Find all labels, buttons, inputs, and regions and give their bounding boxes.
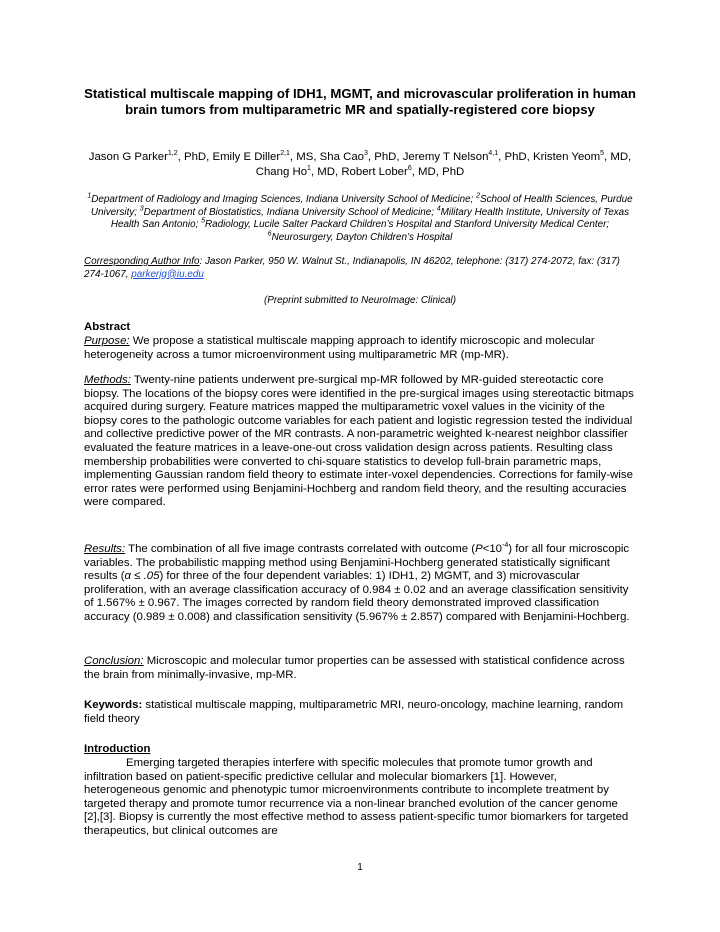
affiliations: $^1$Department of Radiology and Imaging Sciences, Indiana University School of Medicine; $^2$School of Health Sciences, Purdue University; $^3$Department of Biostatistics, Indiana University School of Medicine; $^4$Military Health Institute, University of Texas Health San Antonio; $^5$Radiology, Lucile Salter Packard Children’s Hospital and Stanford University Medical Center; $^6$Neurosurgery, Dayton Children’s Hospital <box>87 192 633 243</box>
paper-title: Statistical multiscale mapping of IDH1, MGMT, and microvascular proliferation in human brain tumors from multiparametric MR and spatially-registered core biopsy <box>84 86 636 117</box>
introduction-paragraph: Emerging targeted therapies interfere with specific molecules that promote tumor growth and infiltration based on patient-specific predictive cellular and molecular biomarkers [1]. However, heterogeneous genomic and phenotypic tumor microenvironments contribute to incomplete treatment by targeted therapy and promote tumor recurrence via a non-linear branched evolution of the cancer genome [2],[3]. Biopsy is currently the most effective method to assess patient-specific tumor biomarkers for targeted therapeutics, but clinical outcomes are <box>84 757 629 837</box>
abstract-purpose: Purpose: We propose a statistical multiscale mapping approach to identify microscopic and molecular heterogeneity across a tumor microenvironment using multiparametric MR (mp-MR). <box>84 335 595 361</box>
abstract-conclusion: Conclusion: Microscopic and molecular tumor properties can be assessed with statistical confidence across the brain from minimally-invasive, mp-MR. <box>84 655 625 681</box>
methods-label: Methods: <box>84 374 131 386</box>
author: Robert Lober$^6$, MD, PhD <box>341 165 465 178</box>
affiliation: Radiology, Lucile Salter Packard Children’s Hospital and Stanford University Medical Center; <box>204 219 610 231</box>
affiliation: Department of Biostatistics, Indiana University School of Medicine; <box>143 206 437 218</box>
affiliation: Department of Radiology and Imaging Sciences, Indiana University School of Medicine; <box>91 194 477 205</box>
introduction-heading: Introduction <box>84 743 151 755</box>
affiliation: Neurosurgery, Dayton Children’s Hospital <box>271 231 453 243</box>
conclusion-label: Conclusion: <box>84 655 144 667</box>
abstract-results: Results: The combination of all five image contrasts correlated with outcome $(P<10^{-4})$ for all four microscopic variables. The probabilistic mapping method using Benjamini-Hochberg generated statistically significant results (α ≤ .05) for three of the four dependent variables: 1) IDH1, 2) MGMT, and 3) microvascular proliferation, with an average classification accuracy of 0.984 ± 0.02 and an average classification sensitivity of 1.567% ± 0.967. The images corrected by random field theory demonstrated improved classification accuracy (0.989 ± 0.008) and classification sensitivity (5.967% ± 2.857) compared with Benjamini-Hochberg. <box>84 542 630 623</box>
author: Emily E Diller$^{2,1}$, MS, <box>212 150 320 163</box>
author: Jeremy T Nelson$^{4,1}$, PhD, <box>402 150 533 163</box>
corresponding-label: Corresponding Author Info <box>84 256 200 267</box>
affiliation: School of Health Sciences, Purdue University; <box>90 194 633 218</box>
keywords-label: Keywords: <box>84 699 143 711</box>
author: Chang Ho$^1$, MD, <box>255 165 342 178</box>
author: Jason G Parker$^{1,2}$, PhD, <box>88 150 213 163</box>
author: Sha Cao$^3$, PhD, <box>319 150 403 163</box>
preprint-note: (Preprint submitted to NeuroImage: Clinical) <box>263 295 457 306</box>
corresponding-author <box>84 256 636 281</box>
affiliation: Military Health Institute, University of Texas Health San Antonio; <box>110 206 630 231</box>
author: Kristen Yeom$^5$, MD, <box>532 150 632 163</box>
abstract-heading: Abstract <box>84 321 131 333</box>
page-number: 1 <box>357 862 363 873</box>
purpose-label: Purpose: <box>84 335 130 347</box>
email-link[interactable]: parkerjg@iu.edu <box>131 268 204 280</box>
author-list <box>84 150 636 180</box>
results-label: Results: <box>84 543 126 555</box>
abstract-methods: Methods: Twenty-nine patients underwent pre-surgical mp-MR followed by MR-guided stereotactic core biopsy. The locations of the biopsy cores were identified in the pre-surgical images using stereotactic bitmaps acquired during surgery. Feature matrices mapped the multiparametric voxel values in the vicinity of the biopsy cores to the pathologic outcome variables for each patient and logistic regression tested the individual and collective predictive power of the MR contrasts. A non-parametric weighted k-nearest neighbor classifier evaluated the feature matrices in a leave-one-out cross validation design across patients. Resulting class membership probabilities were converted to chi-square statistics to develop full-brain parametric maps, implementing Gaussian random field theory to estimate inter-voxel dependencies. Corrections for family-wise error rates were performed using Benjamini-Hochberg and random field theory, and the resulting accuracies were compared. <box>84 374 634 509</box>
keywords: Keywords: statistical multiscale mapping, multiparametric MRI, neuro-oncology, machine learning, random field theory <box>84 699 624 725</box>
corresponding-details: : Jason Parker, 950 W. Walnut St., Indianapolis, IN 46202, telephone: (317) 274-2072, fax: (317) 274-1067, <box>84 256 620 280</box>
